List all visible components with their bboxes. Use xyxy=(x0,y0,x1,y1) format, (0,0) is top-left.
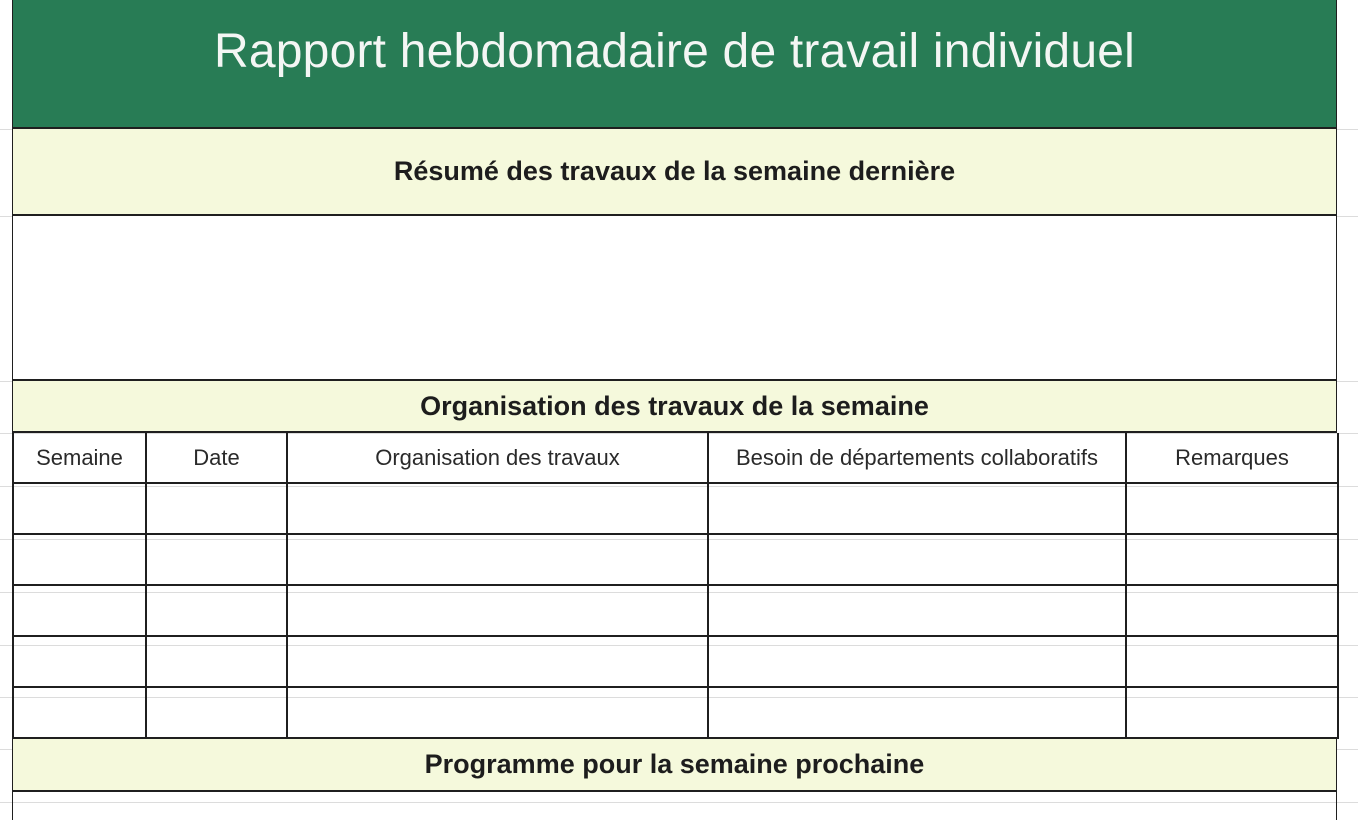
table-cell[interactable] xyxy=(1126,636,1338,687)
header-cell-semaine[interactable]: Semaine xyxy=(13,433,146,483)
report-sheet xyxy=(12,0,1337,820)
table-cell[interactable] xyxy=(287,636,708,687)
work-organization-table xyxy=(12,433,1339,739)
last-week-summary-label: Résumé des travaux de la semaine dernière xyxy=(393,156,956,186)
table-cell[interactable] xyxy=(13,534,146,585)
table-row xyxy=(13,687,1338,738)
table-cell[interactable] xyxy=(1126,687,1338,738)
table-cell[interactable] xyxy=(146,534,287,585)
table-cell[interactable] xyxy=(708,636,1126,687)
table-row xyxy=(13,585,1338,636)
table-cell[interactable] xyxy=(287,534,708,585)
this-week-organization-header[interactable] xyxy=(12,381,1337,433)
table-cell[interactable] xyxy=(13,687,146,738)
table-cell[interactable] xyxy=(146,636,287,687)
table-cell[interactable] xyxy=(1126,483,1338,534)
table-cell[interactable] xyxy=(13,483,146,534)
table-cell[interactable] xyxy=(146,687,287,738)
next-week-program-content-cell[interactable] xyxy=(12,792,1337,820)
table-cell[interactable] xyxy=(1126,534,1338,585)
table-row xyxy=(13,534,1338,585)
next-week-program-header[interactable] xyxy=(12,739,1337,792)
table-cell[interactable] xyxy=(708,534,1126,585)
table-cell[interactable] xyxy=(13,585,146,636)
table-cell[interactable] xyxy=(708,585,1126,636)
table-cell[interactable] xyxy=(146,585,287,636)
last-week-summary-header[interactable] xyxy=(12,129,1337,216)
next-week-program-label: Programme pour la semaine prochaine xyxy=(424,749,925,779)
table-cell[interactable] xyxy=(13,636,146,687)
title-cell[interactable] xyxy=(12,0,1337,129)
header-cell-organisation[interactable]: Organisation des travaux xyxy=(287,433,708,483)
table-row xyxy=(13,483,1338,534)
table-cell[interactable] xyxy=(708,687,1126,738)
table-cell[interactable] xyxy=(287,483,708,534)
table-header-row xyxy=(13,433,1338,483)
this-week-organization-label: Organisation des travaux de la semaine xyxy=(420,390,929,421)
header-cell-besoin[interactable]: Besoin de départements collaboratifs xyxy=(708,433,1126,483)
table-cell[interactable] xyxy=(1126,585,1338,636)
table-row xyxy=(13,636,1338,687)
report-title: Rapport hebdomadaire de travail individuel xyxy=(214,25,1135,78)
header-cell-remarques[interactable]: Remarques xyxy=(1126,433,1338,483)
table-cell[interactable] xyxy=(708,483,1126,534)
header-cell-date[interactable]: Date xyxy=(146,433,287,483)
table-cell[interactable] xyxy=(287,687,708,738)
table-cell[interactable] xyxy=(146,483,287,534)
table-cell[interactable] xyxy=(287,585,708,636)
last-week-summary-content-cell[interactable] xyxy=(12,216,1337,381)
